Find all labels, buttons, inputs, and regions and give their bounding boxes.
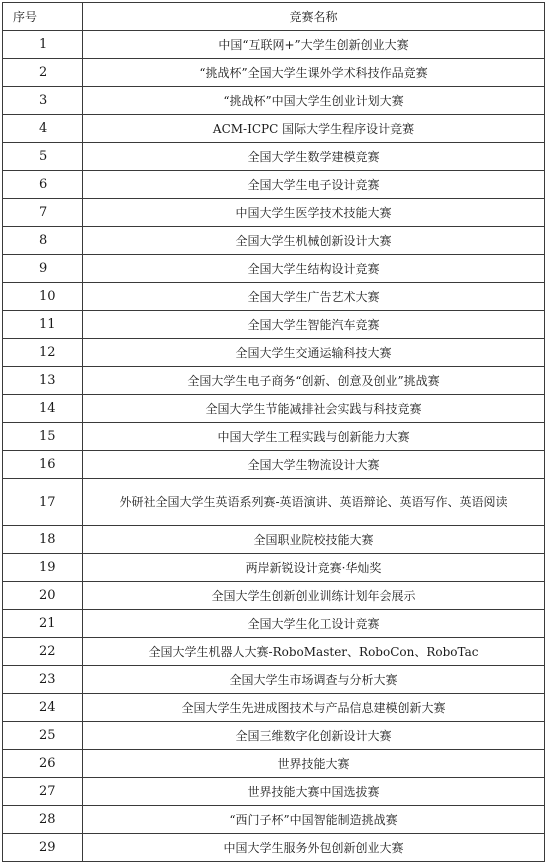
competition-name-cell: 中国“互联网+”大学生创新创业大赛 (83, 31, 545, 59)
serial-number-cell: 2 (3, 59, 83, 87)
competition-name-cell: 全国大学生市场调查与分析大赛 (83, 666, 545, 694)
competition-name-cell: 全国大学生结构设计竞赛 (83, 255, 545, 283)
competition-name-cell: 全国三维数字化创新设计大赛 (83, 722, 545, 750)
serial-number-cell: 26 (3, 750, 83, 778)
serial-number-cell: 20 (3, 582, 83, 610)
table-row (3, 610, 545, 638)
serial-number-cell: 16 (3, 451, 83, 479)
table-row (3, 59, 545, 87)
serial-number-cell: 18 (3, 526, 83, 554)
serial-number-cell: 8 (3, 227, 83, 255)
header-competition-name: 竞赛名称 (83, 3, 545, 31)
table-row (3, 666, 545, 694)
table-row (3, 526, 545, 554)
table-row (3, 227, 545, 255)
serial-number-cell: 19 (3, 554, 83, 582)
competition-name-cell: 全国大学生电子设计竞赛 (83, 171, 545, 199)
competition-name-cell: ACM-ICPC 国际大学生程序设计竞赛 (83, 115, 545, 143)
table-row (3, 554, 545, 582)
competition-name-cell: 全国大学生智能汽车竞赛 (83, 311, 545, 339)
table-row (3, 395, 545, 423)
table-row (3, 31, 545, 59)
competition-name-cell: “挑战杯”全国大学生课外学术科技作品竞赛 (83, 59, 545, 87)
serial-number-cell: 28 (3, 806, 83, 834)
table-row (3, 806, 545, 834)
competition-name-cell: 全国职业院校技能大赛 (83, 526, 545, 554)
competition-name-cell: 全国大学生创新创业训练计划年会展示 (83, 582, 545, 610)
competition-name-cell: 全国大学生数学建模竞赛 (83, 143, 545, 171)
competition-name-cell: 中国大学生服务外包创新创业大赛 (83, 834, 545, 862)
table-row (3, 311, 545, 339)
competition-name-cell: 全国大学生先进成图技术与产品信息建模创新大赛 (83, 694, 545, 722)
competition-table (2, 2, 545, 862)
table-row (3, 479, 545, 526)
serial-number-cell: 11 (3, 311, 83, 339)
table-body (3, 31, 545, 862)
serial-number-cell: 7 (3, 199, 83, 227)
table-row (3, 694, 545, 722)
competition-name-cell: 全国大学生交通运输科技大赛 (83, 339, 545, 367)
competition-name-cell: 全国大学生广告艺术大赛 (83, 283, 545, 311)
table-row (3, 339, 545, 367)
serial-number-cell: 24 (3, 694, 83, 722)
table-row (3, 778, 545, 806)
competition-name-cell: 全国大学生电子商务“创新、创意及创业”挑战赛 (83, 367, 545, 395)
serial-number-cell: 4 (3, 115, 83, 143)
table-row (3, 638, 545, 666)
header-row (3, 3, 545, 31)
competition-name-cell: “西门子杯”中国智能制造挑战赛 (83, 806, 545, 834)
serial-number-cell: 6 (3, 171, 83, 199)
competition-name-cell: 世界技能大赛中国选拔赛 (83, 778, 545, 806)
table-row (3, 750, 545, 778)
table-row (3, 115, 545, 143)
serial-number-cell: 22 (3, 638, 83, 666)
serial-number-cell: 13 (3, 367, 83, 395)
serial-number-cell: 21 (3, 610, 83, 638)
competition-name-cell: 两岸新锐设计竞赛·华灿奖 (83, 554, 545, 582)
serial-number-cell: 17 (3, 479, 83, 526)
serial-number-cell: 10 (3, 283, 83, 311)
competition-name-cell: 全国大学生节能减排社会实践与科技竞赛 (83, 395, 545, 423)
serial-number-cell: 25 (3, 722, 83, 750)
serial-number-cell: 15 (3, 423, 83, 451)
serial-number-cell: 14 (3, 395, 83, 423)
competition-name-cell: “挑战杯”中国大学生创业计划大赛 (83, 87, 545, 115)
table-row (3, 423, 545, 451)
table-row (3, 834, 545, 862)
table-row (3, 143, 545, 171)
serial-number-cell: 27 (3, 778, 83, 806)
table-row (3, 451, 545, 479)
serial-number-cell: 5 (3, 143, 83, 171)
competition-name-cell: 中国大学生工程实践与创新能力大赛 (83, 423, 545, 451)
competition-name-cell: 全国大学生化工设计竞赛 (83, 610, 545, 638)
competition-name-cell: 外研社全国大学生英语系列赛-英语演讲、英语辩论、英语写作、英语阅读 (83, 479, 545, 526)
serial-number-cell: 3 (3, 87, 83, 115)
competition-name-cell: 中国大学生医学技术技能大赛 (83, 199, 545, 227)
table-row (3, 199, 545, 227)
table-row (3, 171, 545, 199)
serial-number-cell: 9 (3, 255, 83, 283)
table-row (3, 283, 545, 311)
table-row (3, 255, 545, 283)
serial-number-cell: 1 (3, 31, 83, 59)
serial-number-cell: 23 (3, 666, 83, 694)
competition-name-cell: 世界技能大赛 (83, 750, 545, 778)
table-row (3, 722, 545, 750)
table-row (3, 87, 545, 115)
table-row (3, 582, 545, 610)
serial-number-cell: 12 (3, 339, 83, 367)
header-serial-number: 序号 (3, 3, 83, 31)
table-header (3, 3, 545, 31)
competition-name-cell: 全国大学生机械创新设计大赛 (83, 227, 545, 255)
table-row (3, 367, 545, 395)
competition-name-cell: 全国大学生机器人大赛-RoboMaster、RoboCon、RoboTac (83, 638, 545, 666)
serial-number-cell: 29 (3, 834, 83, 862)
competition-name-cell: 全国大学生物流设计大赛 (83, 451, 545, 479)
